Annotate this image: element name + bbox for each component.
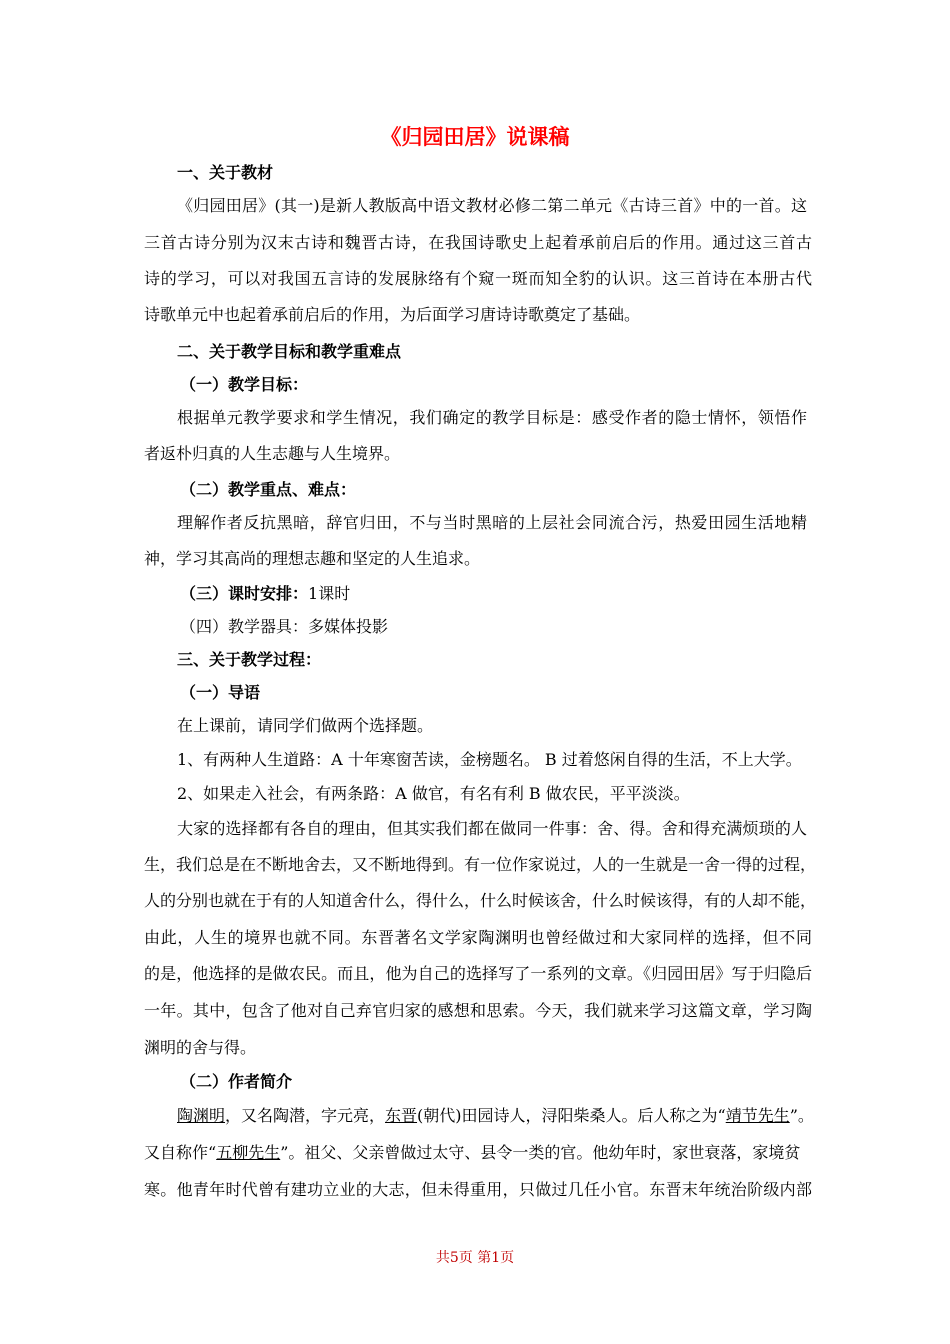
paragraph-line: 由此，人生的境界也就不同。东晋著名文学家陶渊明也曾经做过和大家同样的选择，但不同 — [144, 928, 812, 947]
choice-question-1: 1、有两种人生道路：A 十年寒窗苦读，金榜题名。 B 过着悠闲自得的生活，不上大学。 — [177, 750, 802, 769]
paragraph-line: 生，我们总是在不断地舍去，又不断地得到。有一位作家说过，人的一生就是一舍一得的过程， — [144, 855, 817, 874]
paragraph-line: 《归园田居》(其一)是新人教版高中语文教材必修二第二单元《古诗三首》中的一首。这 — [177, 196, 807, 215]
paragraph-line: 人的分别也就在于有的人知道舍什么，得什么，什么时候该舍，什么时候该得，有的人却不能， — [144, 891, 817, 910]
author-name-link[interactable]: 陶渊明 — [177, 1106, 226, 1125]
text-span: ”。祖父、父亲曾做过太守、县令一类的官。他幼年时，家世衰落，家境贫 — [280, 1143, 801, 1162]
section-heading-goals: 二、关于教学目标和教学重难点 — [177, 342, 402, 361]
paragraph-line: 渊明的舍与得。 — [144, 1038, 257, 1057]
text-span: 又自称作“ — [144, 1143, 217, 1162]
text-span: (朝代)田园诗人，浔阳柴桑人。后人称之为“ — [417, 1106, 726, 1125]
paragraph-line: 一年。其中，包含了他对自己弃官归家的感想和思索。今天，我们就来学习这篇文章，学习陶 — [144, 1001, 812, 1020]
subheading-author: （二）作者简介 — [180, 1072, 293, 1091]
subheading-intro: （一）导语 — [180, 683, 261, 702]
section-heading-materials: 一、关于教材 — [177, 163, 274, 182]
subheading-teaching-goals: （一）教学目标： — [180, 375, 309, 394]
choice-question-2: 2、如果走入社会，有两条路：A 做官，有名有利 B 做农民，平平淡淡。 — [177, 784, 690, 803]
paragraph-line: 诗的学习，可以对我国五言诗的发展脉络有个窥一斑而知全豹的认识。这三首诗在本册古代 — [144, 269, 812, 288]
dynasty-link[interactable]: 东晋 — [385, 1106, 418, 1125]
schedule-value: 1课时 — [308, 584, 351, 603]
subheading-schedule — [180, 583, 848, 605]
subheading-equipment: （四）教学器具：多媒体投影 — [180, 617, 389, 636]
title-wuliu-link[interactable]: 五柳先生 — [216, 1143, 281, 1162]
paragraph-line: 在上课前，请同学们做两个选择题。 — [177, 716, 434, 735]
subheading-key-points: （二）教学重点、难点： — [180, 480, 357, 499]
author-line-3: 寒。他青年时代曾有建功立业的大志，但未得重用，只做过几任小官。东晋末年统治阶级内部 — [144, 1180, 812, 1199]
paragraph-line: 理解作者反抗黑暗，辞官归田，不与当时黑暗的上层社会同流合污，热爱田园生活地精 — [177, 513, 807, 532]
author-line-1 — [177, 1105, 845, 1127]
author-line-2 — [144, 1142, 812, 1164]
paragraph-line: 者返朴归真的人生志趣与人生境界。 — [144, 444, 401, 463]
title-jingjie-link[interactable]: 靖节先生 — [725, 1106, 790, 1125]
paragraph-line: 三首古诗分别为汉末古诗和魏晋古诗，在我国诗歌史上起着承前启后的作用。通过这三首古 — [144, 233, 812, 252]
schedule-label: （三）课时安排： — [180, 584, 309, 603]
paragraph-line: 的是，他选择的是做农民。而且，他为自己的选择写了一系列的文章。《归园田居》写于归隐后 — [144, 964, 812, 983]
text-span: ，又名陶潜，字元亮， — [225, 1106, 386, 1125]
paragraph-line: 根据单元教学要求和学生情况，我们确定的教学目标是：感受作者的隐士情怀，领悟作 — [177, 408, 807, 427]
paragraph-line: 大家的选择都有各自的理由，但其实我们都在做同一件事：舍、得。舍和得充满烦琐的人 — [177, 819, 807, 838]
paragraph-line: 诗歌单元中也起着承前启后的作用，为后面学习唐诗诗歌奠定了基础。 — [144, 305, 641, 324]
document-title: 《归园田居》说课稿 — [380, 125, 570, 149]
paragraph-line: 神，学习其高尚的理想志趣和坚定的人生追求。 — [144, 549, 481, 568]
page-footer: 共5页 第1页 — [435, 1250, 515, 1266]
section-heading-process: 三、关于教学过程： — [177, 650, 322, 669]
text-span: ”。 — [789, 1106, 814, 1125]
